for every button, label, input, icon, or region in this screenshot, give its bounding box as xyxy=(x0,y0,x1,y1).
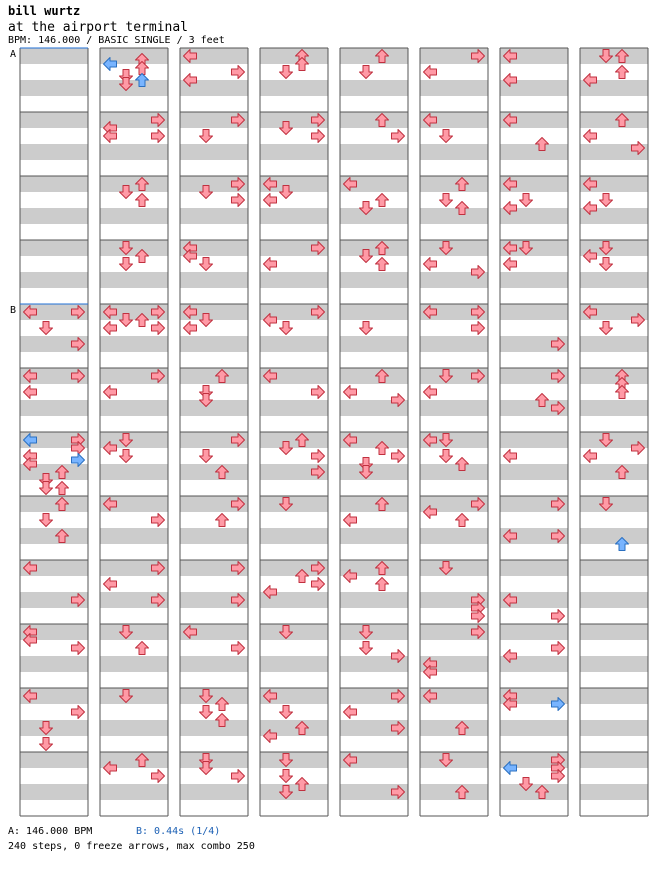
beat-stripe xyxy=(260,208,328,224)
beat-stripe xyxy=(20,144,88,160)
beat-stripe xyxy=(260,272,328,288)
song-artist: bill wurtz xyxy=(8,4,81,18)
beat-stripe xyxy=(340,336,408,352)
beat-stripe xyxy=(260,784,328,800)
beat-stripe xyxy=(420,464,488,480)
beat-stripe xyxy=(340,368,408,384)
song-title: at the airport terminal xyxy=(8,20,189,35)
beat-stripe xyxy=(340,624,408,640)
beat-stripe xyxy=(260,144,328,160)
beat-stripe xyxy=(20,752,88,768)
beat-stripe xyxy=(180,528,248,544)
beat-stripe xyxy=(260,496,328,512)
beat-stripe xyxy=(20,48,88,64)
beat-stripe xyxy=(100,784,168,800)
beat-stripe xyxy=(580,336,648,352)
beat-stripe xyxy=(180,272,248,288)
beat-stripe xyxy=(500,144,568,160)
beat-stripe xyxy=(340,304,408,320)
beat-stripe xyxy=(20,656,88,672)
beat-stripe xyxy=(100,240,168,256)
beat-stripe xyxy=(100,528,168,544)
section-label: B xyxy=(10,305,17,316)
beat-stripe xyxy=(100,624,168,640)
beat-stripe xyxy=(580,400,648,416)
beat-stripe xyxy=(100,144,168,160)
beat-stripe xyxy=(500,304,568,320)
beat-stripe xyxy=(580,528,648,544)
beat-stripe xyxy=(420,144,488,160)
section-label: A xyxy=(10,49,17,60)
beat-stripe xyxy=(20,496,88,512)
beat-stripe xyxy=(420,560,488,576)
beat-stripe xyxy=(340,80,408,96)
beat-stripe xyxy=(260,432,328,448)
beat-stripe xyxy=(100,688,168,704)
beat-stripe xyxy=(500,624,568,640)
beat-stripe xyxy=(580,112,648,128)
beat-stripe xyxy=(340,48,408,64)
beat-stripe xyxy=(500,432,568,448)
beat-stripe xyxy=(340,592,408,608)
beat-stripe xyxy=(20,272,88,288)
beat-stripe xyxy=(340,464,408,480)
beat-stripe xyxy=(420,528,488,544)
beat-stripe xyxy=(20,80,88,96)
beat-stripe xyxy=(260,336,328,352)
beat-stripe xyxy=(420,208,488,224)
beat-stripe xyxy=(260,656,328,672)
beat-stripe xyxy=(100,80,168,96)
beat-stripe xyxy=(500,720,568,736)
beat-stripe xyxy=(20,400,88,416)
beat-stripe xyxy=(180,752,248,768)
beat-stripe xyxy=(340,528,408,544)
beat-stripe xyxy=(580,368,648,384)
beat-stripe xyxy=(100,464,168,480)
beat-stripe xyxy=(500,464,568,480)
beat-stripe xyxy=(100,272,168,288)
beat-stripe xyxy=(180,208,248,224)
beat-stripe xyxy=(420,752,488,768)
beat-stripe xyxy=(100,208,168,224)
beat-stripe xyxy=(500,784,568,800)
beat-stripe xyxy=(180,656,248,672)
beat-stripe xyxy=(340,496,408,512)
beat-stripe xyxy=(420,176,488,192)
beat-stripe xyxy=(20,112,88,128)
chart-info: BPM: 146.000 / BASIC SINGLE / 3 feet xyxy=(8,35,225,46)
beat-stripe xyxy=(180,400,248,416)
beat-stripe xyxy=(420,720,488,736)
beat-stripe xyxy=(580,272,648,288)
chart-stats: 240 steps, 0 freeze arrows, max combo 250 xyxy=(8,841,255,852)
beat-stripe xyxy=(420,784,488,800)
beat-stripe xyxy=(260,48,328,64)
beat-stripe xyxy=(580,784,648,800)
beat-stripe xyxy=(180,144,248,160)
beat-stripe xyxy=(180,688,248,704)
beat-stripe xyxy=(260,624,328,640)
beat-stripe xyxy=(20,208,88,224)
beat-stripe xyxy=(580,624,648,640)
beat-stripe xyxy=(340,112,408,128)
beat-stripe xyxy=(580,496,648,512)
beat-stripe xyxy=(180,784,248,800)
beat-stripe xyxy=(260,400,328,416)
beat-stripe xyxy=(580,592,648,608)
beat-stripe xyxy=(420,80,488,96)
beat-stripe xyxy=(580,656,648,672)
beat-stripe xyxy=(180,336,248,352)
beat-stripe xyxy=(100,656,168,672)
beat-stripe xyxy=(20,784,88,800)
beat-stripe xyxy=(180,720,248,736)
beat-stripe xyxy=(20,176,88,192)
stop-legend: B: 0.44s (1/4) xyxy=(136,826,221,837)
beat-stripe xyxy=(100,400,168,416)
beat-stripe xyxy=(420,240,488,256)
beat-stripe xyxy=(340,272,408,288)
beat-stripe xyxy=(260,528,328,544)
beat-stripe xyxy=(340,240,408,256)
beat-stripe xyxy=(100,336,168,352)
beat-stripe xyxy=(340,144,408,160)
beat-stripe xyxy=(500,272,568,288)
beat-stripe xyxy=(260,752,328,768)
beat-stripe xyxy=(580,48,648,64)
beat-stripe xyxy=(180,368,248,384)
beat-stripe xyxy=(580,688,648,704)
beat-stripe xyxy=(340,208,408,224)
beat-stripe xyxy=(580,720,648,736)
beat-stripe xyxy=(260,80,328,96)
beat-stripe xyxy=(180,464,248,480)
beat-stripe xyxy=(100,176,168,192)
beat-stripe xyxy=(20,720,88,736)
beat-stripe xyxy=(20,528,88,544)
beat-stripe xyxy=(420,336,488,352)
beat-stripe xyxy=(500,560,568,576)
beat-stripe xyxy=(100,720,168,736)
beat-stripe xyxy=(420,400,488,416)
bpm-legend: A: 146.000 BPM xyxy=(8,826,93,837)
beat-stripe xyxy=(580,752,648,768)
beat-stripe xyxy=(580,560,648,576)
beat-stripe xyxy=(20,240,88,256)
beat-stripe xyxy=(580,464,648,480)
